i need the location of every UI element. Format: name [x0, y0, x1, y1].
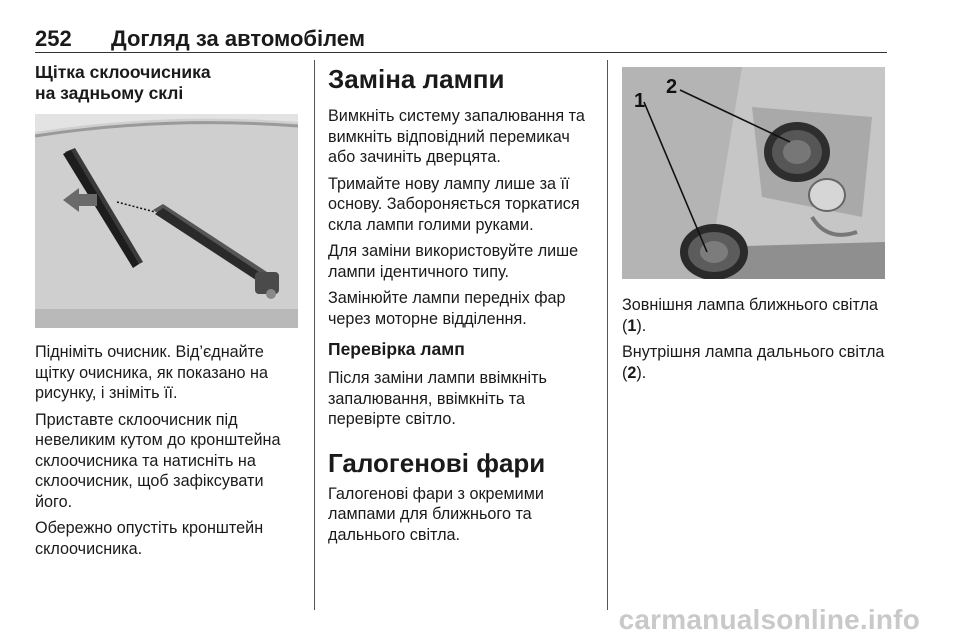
section-heading-rear-wiper: Щітка склоочисника на задньому склі: [35, 62, 211, 103]
paragraph: Внутрішня лампа дальнього світла (2).: [622, 343, 885, 382]
section-heading-halogen-headlights: Галогенові фари: [328, 447, 546, 478]
page-number: 252: [35, 26, 72, 51]
paragraph: Після заміни лампи ввімкніть запалювання, ввімкніть та перевірте світло.: [328, 369, 547, 428]
paragraph: Підніміть очисник. Від’єднайте щітку очисника, як показано на рисунку, і зніміть її.: [35, 343, 268, 402]
column-divider: [607, 60, 608, 610]
page-header: [35, 22, 887, 53]
page-title: Догляд за автомобілем: [111, 26, 366, 51]
column-middle: [328, 62, 593, 551]
section-heading-bulb-replacement: Заміна лампи: [328, 64, 505, 94]
column-divider: [314, 60, 315, 610]
figure-label-2: 2: [666, 76, 678, 98]
subheading-bulb-check: Перевірка ламп: [328, 339, 465, 359]
wiper-illustration: [35, 114, 298, 328]
column-right: [622, 62, 890, 389]
column-left: [35, 62, 300, 565]
paragraph: Замінюйте лампи передніх фар через моторне відділення.: [328, 289, 566, 328]
paragraph: Тримайте нову лампу лише за її основу. Забороняється торкатися скла лампи голими руками.: [328, 174, 580, 234]
paragraph: Галогенові фари з окремими лампами для ближнього та дальнього світла.: [328, 484, 544, 544]
paragraph: Обережно опустіть кронштейн склоочисника.: [35, 519, 264, 558]
watermark: carmanualsonline.info: [618, 604, 920, 635]
headlight-illustration: [622, 67, 885, 279]
paragraph: Для заміни використовуйте лише лампи ідентичного типу.: [328, 242, 579, 281]
paragraph: Зовнішня лампа ближнього світла (1).: [622, 296, 879, 335]
paragraph: Вимкніть систему запалювання та вимкніть відповідний перемикач або зачиніть дверцята.: [328, 107, 585, 166]
paragraph: Приставте склоочисник під невеликим кутом до кронштейна склоочисника та натисніть на склоочисник, щоб зафіксувати його.: [35, 410, 281, 511]
figure-label-1: 1: [634, 90, 646, 112]
